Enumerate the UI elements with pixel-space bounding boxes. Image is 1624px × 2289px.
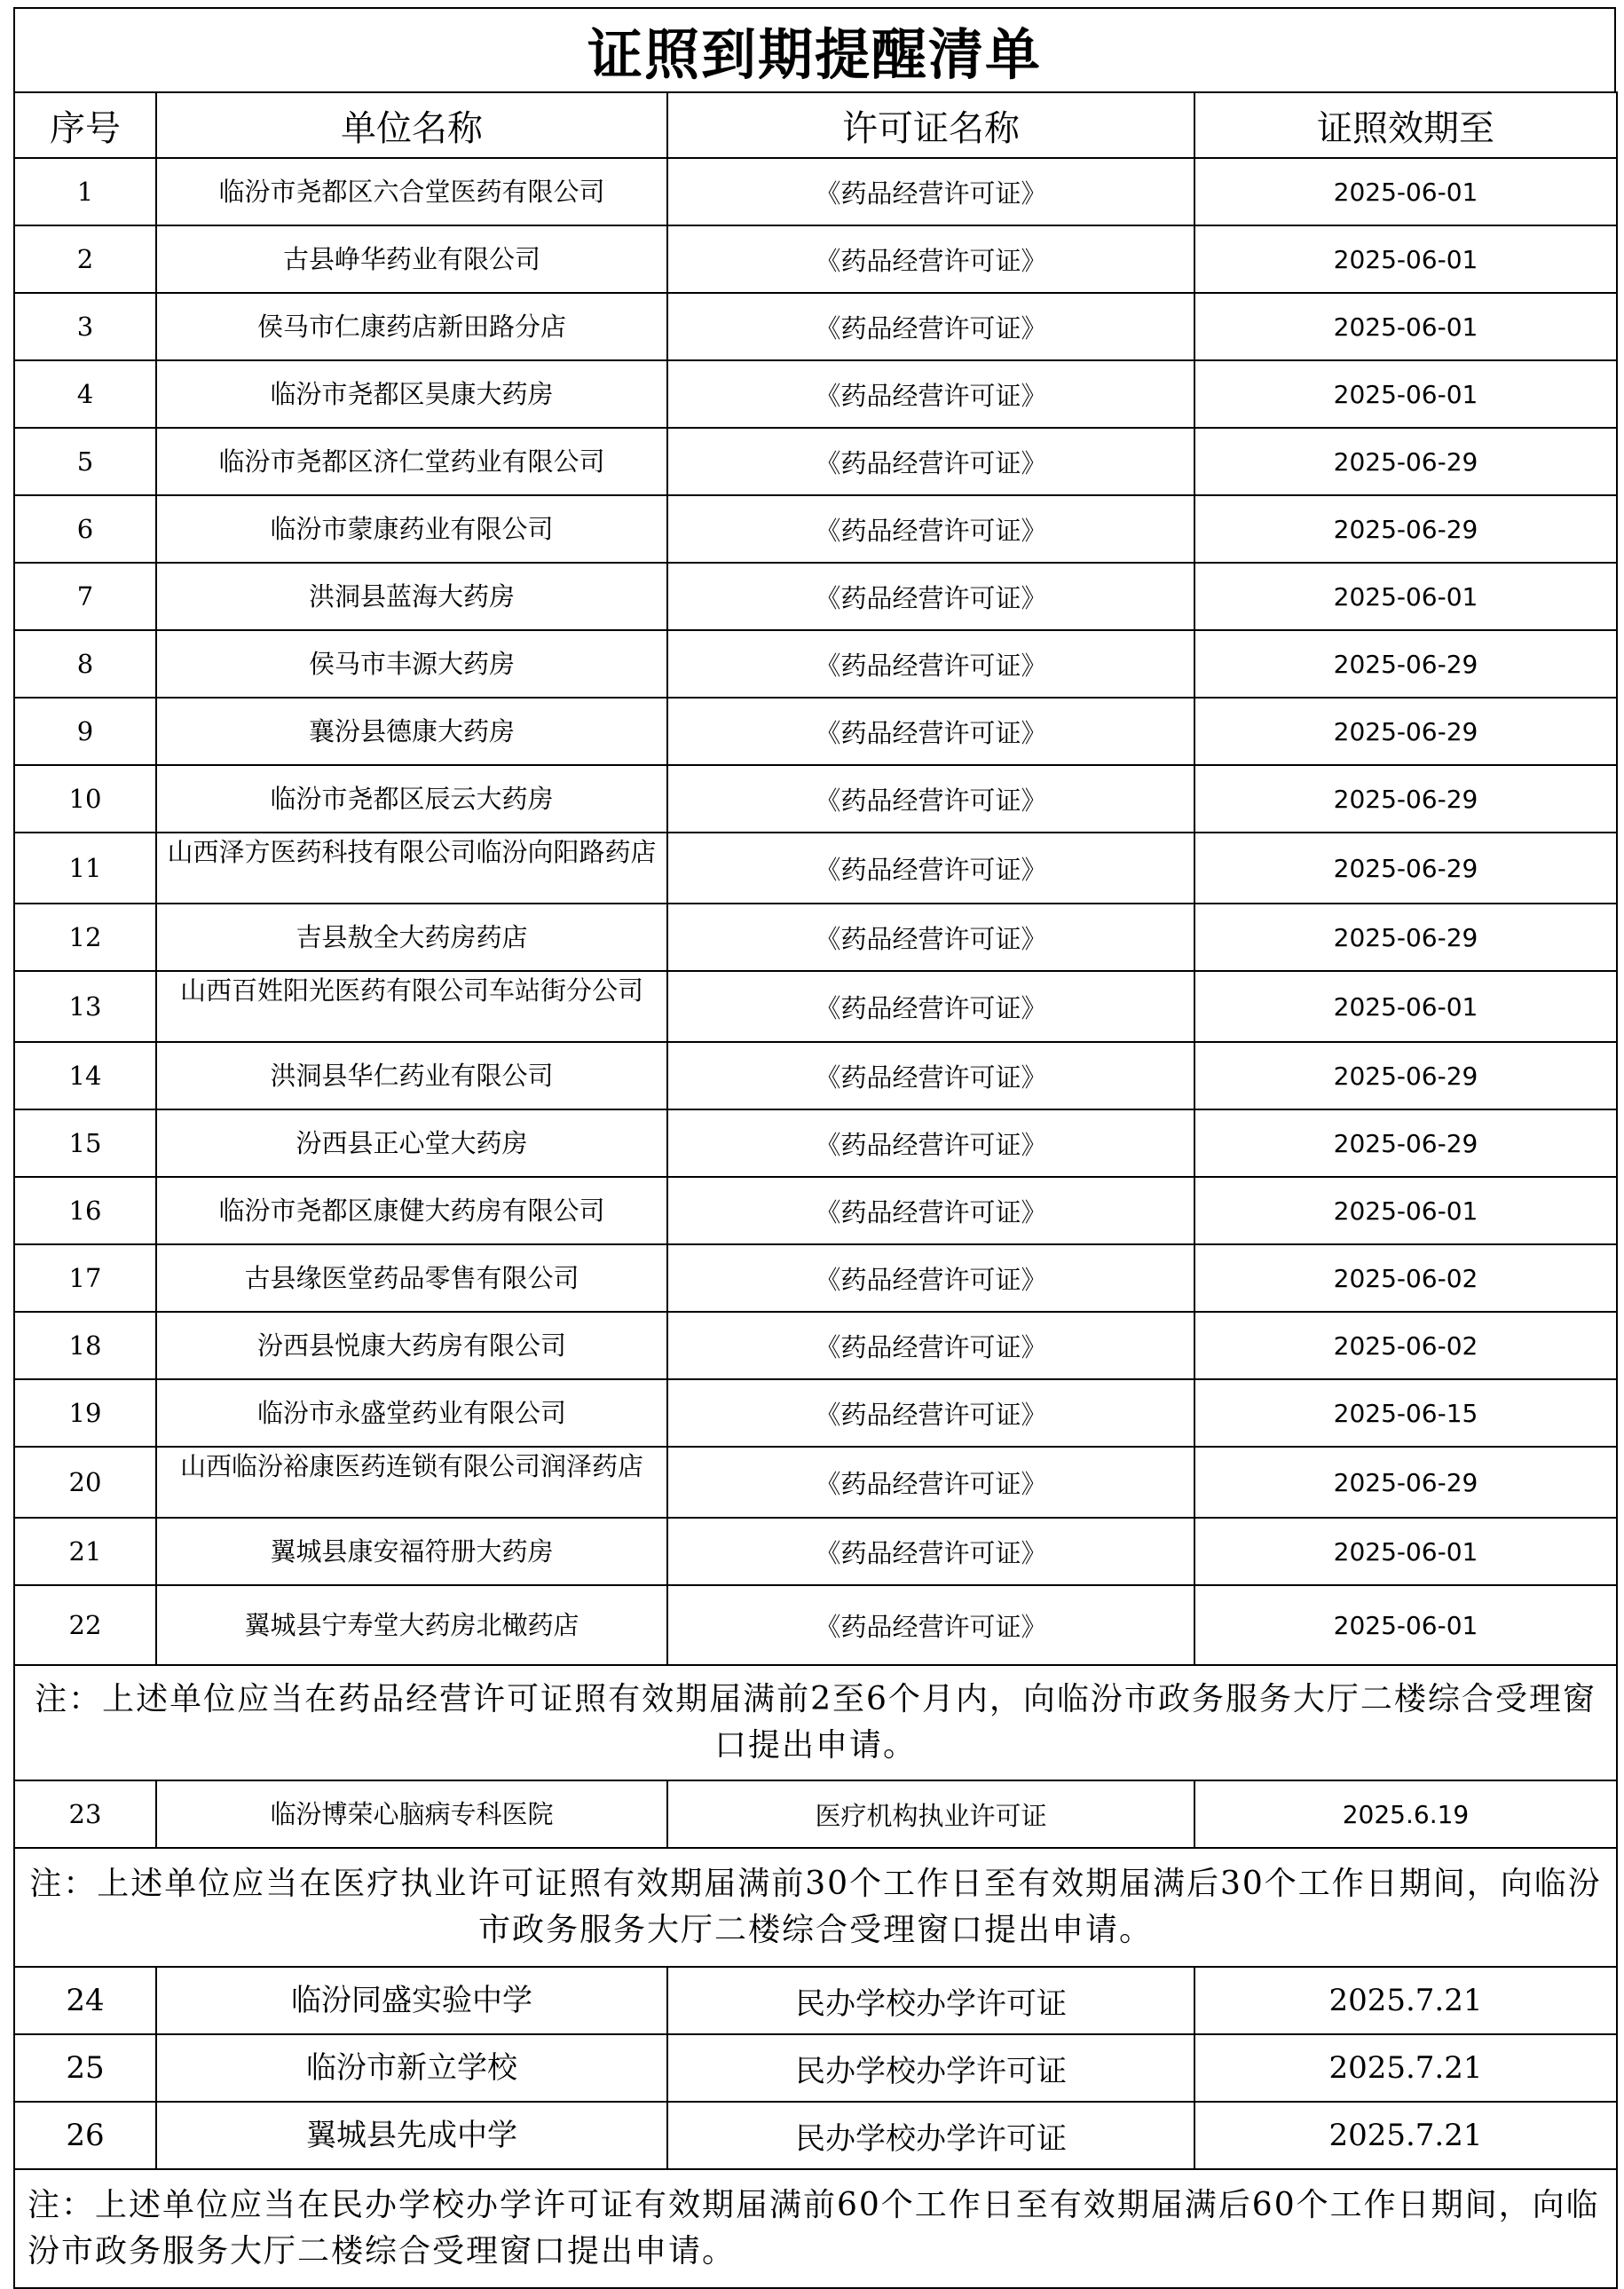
row-number: 3 xyxy=(14,293,156,360)
expiry-date: 2025-06-29 xyxy=(1194,833,1617,904)
expiry-date: 2025-06-29 xyxy=(1194,904,1617,971)
license-name: 《药品经营许可证》 xyxy=(667,1244,1194,1312)
unit-name: 临汾同盛实验中学 xyxy=(156,1967,667,2034)
table-row xyxy=(14,2034,1617,2102)
table-row xyxy=(14,225,1617,293)
note-text: 注：上述单位应当在医疗执业许可证照有效期届满前30个工作日至有效期届满后30个工作日期间，向临汾市政务服务大厅二楼综合受理窗口提出申请。 xyxy=(14,1848,1617,1967)
row-number: 22 xyxy=(14,1585,156,1665)
expiry-date: 2025-06-29 xyxy=(1194,1447,1617,1518)
row-number: 10 xyxy=(14,765,156,833)
table-row xyxy=(14,904,1617,971)
unit-name: 汾西县悦康大药房有限公司 xyxy=(156,1312,667,1379)
header-row xyxy=(14,92,1617,158)
unit-name: 洪洞县华仁药业有限公司 xyxy=(156,1042,667,1109)
expiry-date: 2025-06-29 xyxy=(1194,630,1617,698)
license-name: 《药品经营许可证》 xyxy=(667,1379,1194,1447)
row-number: 19 xyxy=(14,1379,156,1447)
unit-name: 洪洞县蓝海大药房 xyxy=(156,563,667,630)
unit-name: 临汾市尧都区康健大药房有限公司 xyxy=(156,1177,667,1244)
row-number: 26 xyxy=(14,2102,156,2169)
unit-name: 临汾市尧都区辰云大药房 xyxy=(156,765,667,833)
expiry-date: 2025-06-01 xyxy=(1194,563,1617,630)
header-license-name: 许可证名称 xyxy=(667,92,1194,158)
table-row xyxy=(14,765,1617,833)
license-table xyxy=(13,91,1618,2289)
table-row xyxy=(14,495,1617,563)
expiry-date: 2025-06-15 xyxy=(1194,1379,1617,1447)
license-name: 《药品经营许可证》 xyxy=(667,1585,1194,1665)
row-number: 17 xyxy=(14,1244,156,1312)
row-number: 9 xyxy=(14,698,156,765)
license-name: 《药品经营许可证》 xyxy=(667,833,1194,904)
table-row xyxy=(14,2102,1617,2169)
note-row xyxy=(14,2169,1617,2288)
expiry-date: 2025.6.19 xyxy=(1194,1780,1617,1848)
license-name: 《药品经营许可证》 xyxy=(667,1177,1194,1244)
row-number: 7 xyxy=(14,563,156,630)
header-expiry: 证照效期至 xyxy=(1194,92,1617,158)
unit-name: 汾西县正心堂大药房 xyxy=(156,1109,667,1177)
unit-name: 古县峥华药业有限公司 xyxy=(156,225,667,293)
row-number: 5 xyxy=(14,428,156,495)
table-row xyxy=(14,1244,1617,1312)
reminder-sheet xyxy=(13,7,1616,2289)
unit-name: 侯马市丰源大药房 xyxy=(156,630,667,698)
unit-name: 临汾市尧都区六合堂医药有限公司 xyxy=(156,158,667,225)
table-row xyxy=(14,698,1617,765)
unit-name: 临汾市永盛堂药业有限公司 xyxy=(156,1379,667,1447)
row-number: 4 xyxy=(14,360,156,428)
unit-name: 吉县敖全大药房药店 xyxy=(156,904,667,971)
unit-name: 翼城县康安福符册大药房 xyxy=(156,1518,667,1585)
expiry-date: 2025-06-29 xyxy=(1194,1042,1617,1109)
license-name: 《药品经营许可证》 xyxy=(667,1312,1194,1379)
note-row xyxy=(14,1665,1617,1780)
note-text: 注：上述单位应当在药品经营许可证照有效期届满前2至6个月内，向临汾市政务服务大厅二楼综合受理窗口提出申请。 xyxy=(14,1665,1617,1780)
expiry-date: 2025-06-01 xyxy=(1194,293,1617,360)
expiry-date: 2025-06-29 xyxy=(1194,765,1617,833)
license-name: 《药品经营许可证》 xyxy=(667,158,1194,225)
unit-name: 翼城县先成中学 xyxy=(156,2102,667,2169)
table-row xyxy=(14,1109,1617,1177)
row-number: 25 xyxy=(14,2034,156,2102)
table-row xyxy=(14,1780,1617,1848)
expiry-date: 2025-06-01 xyxy=(1194,360,1617,428)
license-name: 《药品经营许可证》 xyxy=(667,495,1194,563)
table-row xyxy=(14,293,1617,360)
table-row xyxy=(14,1585,1617,1665)
table-row xyxy=(14,1967,1617,2034)
license-name: 《药品经营许可证》 xyxy=(667,1447,1194,1518)
row-number: 16 xyxy=(14,1177,156,1244)
note-row xyxy=(14,1848,1617,1967)
sheet-title: 证照到期提醒清单 xyxy=(13,7,1616,91)
license-name: 《药品经营许可证》 xyxy=(667,1042,1194,1109)
row-number: 14 xyxy=(14,1042,156,1109)
row-number: 18 xyxy=(14,1312,156,1379)
expiry-date: 2025-06-29 xyxy=(1194,495,1617,563)
license-name: 《药品经营许可证》 xyxy=(667,428,1194,495)
header-unit-name: 单位名称 xyxy=(156,92,667,158)
expiry-date: 2025-06-01 xyxy=(1194,1177,1617,1244)
row-number: 13 xyxy=(14,971,156,1042)
expiry-date: 2025-06-29 xyxy=(1194,698,1617,765)
license-name: 《药品经营许可证》 xyxy=(667,698,1194,765)
table-row xyxy=(14,428,1617,495)
unit-name: 山西临汾裕康医药连锁有限公司润泽药店 xyxy=(156,1447,667,1518)
expiry-date: 2025.7.21 xyxy=(1194,2034,1617,2102)
unit-name: 临汾市尧都区昊康大药房 xyxy=(156,360,667,428)
license-name: 《药品经营许可证》 xyxy=(667,1518,1194,1585)
unit-name: 侯马市仁康药店新田路分店 xyxy=(156,293,667,360)
table-row xyxy=(14,1447,1617,1518)
license-name: 《药品经营许可证》 xyxy=(667,563,1194,630)
license-name: 《药品经营许可证》 xyxy=(667,225,1194,293)
unit-name: 襄汾县德康大药房 xyxy=(156,698,667,765)
expiry-date: 2025-06-29 xyxy=(1194,1109,1617,1177)
row-number: 2 xyxy=(14,225,156,293)
row-number: 1 xyxy=(14,158,156,225)
unit-name: 翼城县宁寿堂大药房北橄药店 xyxy=(156,1585,667,1665)
expiry-date: 2025-06-02 xyxy=(1194,1312,1617,1379)
license-name: 《药品经营许可证》 xyxy=(667,1109,1194,1177)
expiry-date: 2025-06-01 xyxy=(1194,158,1617,225)
table-row xyxy=(14,563,1617,630)
expiry-date: 2025-06-02 xyxy=(1194,1244,1617,1312)
row-number: 20 xyxy=(14,1447,156,1518)
license-name: 《药品经营许可证》 xyxy=(667,971,1194,1042)
license-name: 《药品经营许可证》 xyxy=(667,360,1194,428)
table-row xyxy=(14,360,1617,428)
table-row xyxy=(14,1042,1617,1109)
license-name: 《药品经营许可证》 xyxy=(667,630,1194,698)
license-name: 民办学校办学许可证 xyxy=(667,2034,1194,2102)
row-number: 24 xyxy=(14,1967,156,2034)
table-row xyxy=(14,1379,1617,1447)
row-number: 6 xyxy=(14,495,156,563)
unit-name: 古县缘医堂药品零售有限公司 xyxy=(156,1244,667,1312)
unit-name: 临汾市蒙康药业有限公司 xyxy=(156,495,667,563)
row-number: 15 xyxy=(14,1109,156,1177)
row-number: 11 xyxy=(14,833,156,904)
table-row xyxy=(14,1177,1617,1244)
license-name: 民办学校办学许可证 xyxy=(667,2102,1194,2169)
table-row xyxy=(14,630,1617,698)
license-name: 民办学校办学许可证 xyxy=(667,1967,1194,2034)
row-number: 21 xyxy=(14,1518,156,1585)
table-row xyxy=(14,1312,1617,1379)
table-row xyxy=(14,833,1617,904)
row-number: 8 xyxy=(14,630,156,698)
license-name: 《药品经营许可证》 xyxy=(667,293,1194,360)
table-row xyxy=(14,158,1617,225)
unit-name: 山西泽方医药科技有限公司临汾向阳路药店 xyxy=(156,833,667,904)
license-table-body xyxy=(14,92,1617,2288)
expiry-date: 2025-06-01 xyxy=(1194,971,1617,1042)
license-name: 医疗机构执业许可证 xyxy=(667,1780,1194,1848)
unit-name: 临汾博荣心脑病专科医院 xyxy=(156,1780,667,1848)
expiry-date: 2025-06-01 xyxy=(1194,1518,1617,1585)
expiry-date: 2025.7.21 xyxy=(1194,1967,1617,2034)
expiry-date: 2025-06-29 xyxy=(1194,428,1617,495)
table-row xyxy=(14,1518,1617,1585)
license-name: 《药品经营许可证》 xyxy=(667,765,1194,833)
expiry-date: 2025-06-01 xyxy=(1194,225,1617,293)
row-number: 12 xyxy=(14,904,156,971)
expiry-date: 2025-06-01 xyxy=(1194,1585,1617,1665)
table-row xyxy=(14,971,1617,1042)
expiry-date: 2025.7.21 xyxy=(1194,2102,1617,2169)
header-no: 序号 xyxy=(14,92,156,158)
note-text: 注：上述单位应当在民办学校办学许可证有效期届满前60个工作日至有效期届满后60个工作日期间，向临汾市政务服务大厅二楼综合受理窗口提出申请。 xyxy=(14,2169,1617,2288)
unit-name: 山西百姓阳光医药有限公司车站街分公司 xyxy=(156,971,667,1042)
unit-name: 临汾市尧都区济仁堂药业有限公司 xyxy=(156,428,667,495)
unit-name: 临汾市新立学校 xyxy=(156,2034,667,2102)
row-number: 23 xyxy=(14,1780,156,1848)
license-name: 《药品经营许可证》 xyxy=(667,904,1194,971)
